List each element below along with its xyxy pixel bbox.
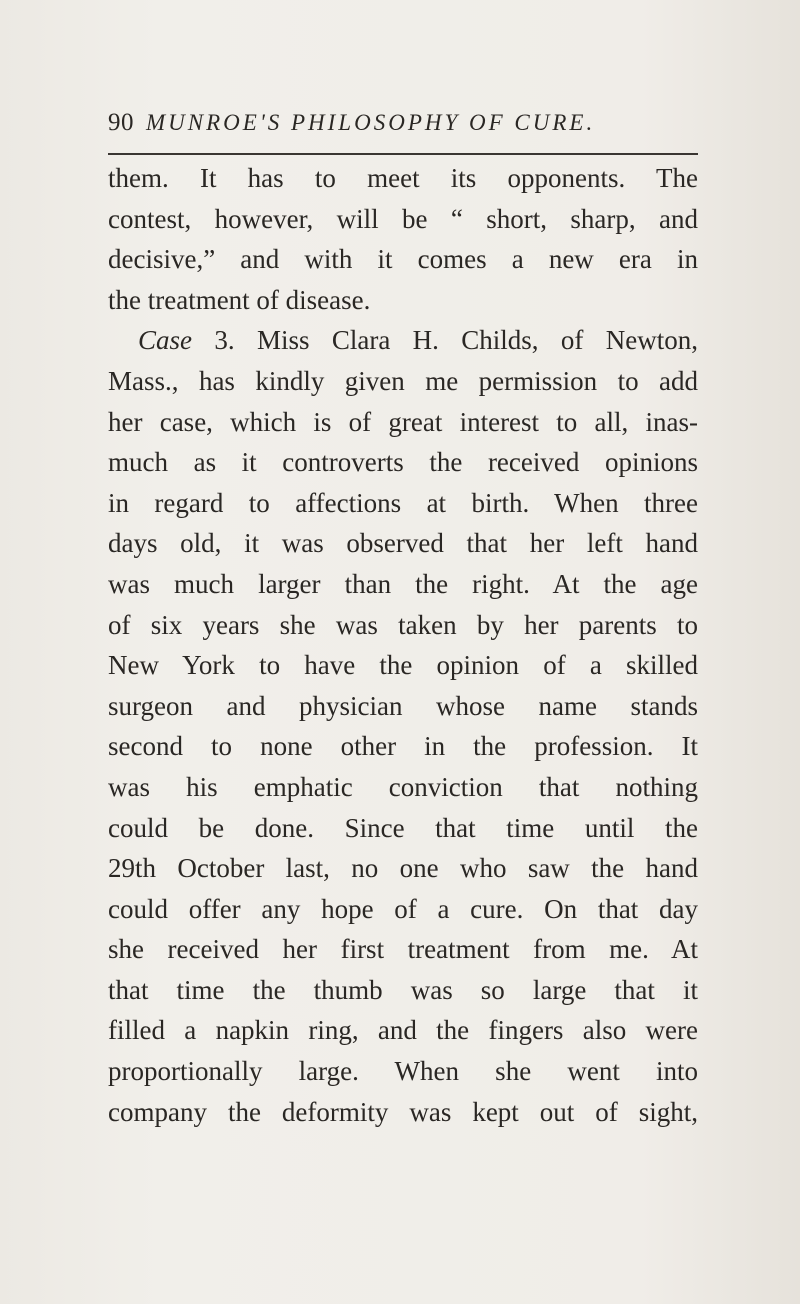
case-heading-line [108, 320, 698, 361]
header-rule [108, 153, 698, 155]
case-heading-text: 3. Miss Clara H. Childs, of Newton, [192, 325, 698, 356]
text-line: Mass., has kindly given me permission to add [108, 365, 698, 396]
text-line: the treatment of disease. [108, 284, 371, 315]
text-line: was his emphatic conviction that nothing [108, 771, 698, 802]
text-line: could offer any hope of a cure. On that day [108, 893, 698, 924]
case-label: Case [138, 325, 192, 356]
text-line: could be done. Since that time until the [108, 812, 698, 843]
text-line: company the deformity was kept out of sight, [108, 1096, 698, 1127]
body-text [108, 158, 698, 1132]
text-line: them. It has to meet its opponents. The [108, 163, 698, 193]
text-line: proportionally large. When she went into [108, 1056, 698, 1087]
text-line: in regard to affections at birth. When three [108, 487, 698, 518]
text-line: New York to have the opinion of a skilled [108, 650, 698, 681]
text-line: 29th October last, no one who saw the hand [108, 853, 698, 884]
text-line: her case, which is of great interest to all, inas- [108, 406, 698, 437]
text-line: was much larger than the right. At the age [108, 568, 698, 599]
text-line: second to none other in the profession. It [108, 731, 698, 762]
text-line: filled a napkin ring, and the fingers also were [108, 1015, 698, 1046]
text-line: she received her first treatment from me. At [108, 934, 698, 965]
running-head: MUNROE'S PHILOSOPHY OF CURE. [146, 110, 596, 135]
page-header [108, 108, 708, 138]
text-line: surgeon and physician whose name stands [108, 690, 698, 721]
text-line: much as it controverts the received opinions [108, 447, 698, 478]
text-line: contest, however, will be “ short, sharp, and [108, 203, 698, 234]
page-number: 90 [108, 109, 134, 136]
text-line: that time the thumb was so large that it [108, 974, 698, 1005]
text-line: of six years she was taken by her parents to [108, 609, 698, 640]
text-line: days old, it was observed that her left hand [108, 528, 698, 559]
text-line: decisive,” and with it comes a new era in [108, 244, 698, 275]
